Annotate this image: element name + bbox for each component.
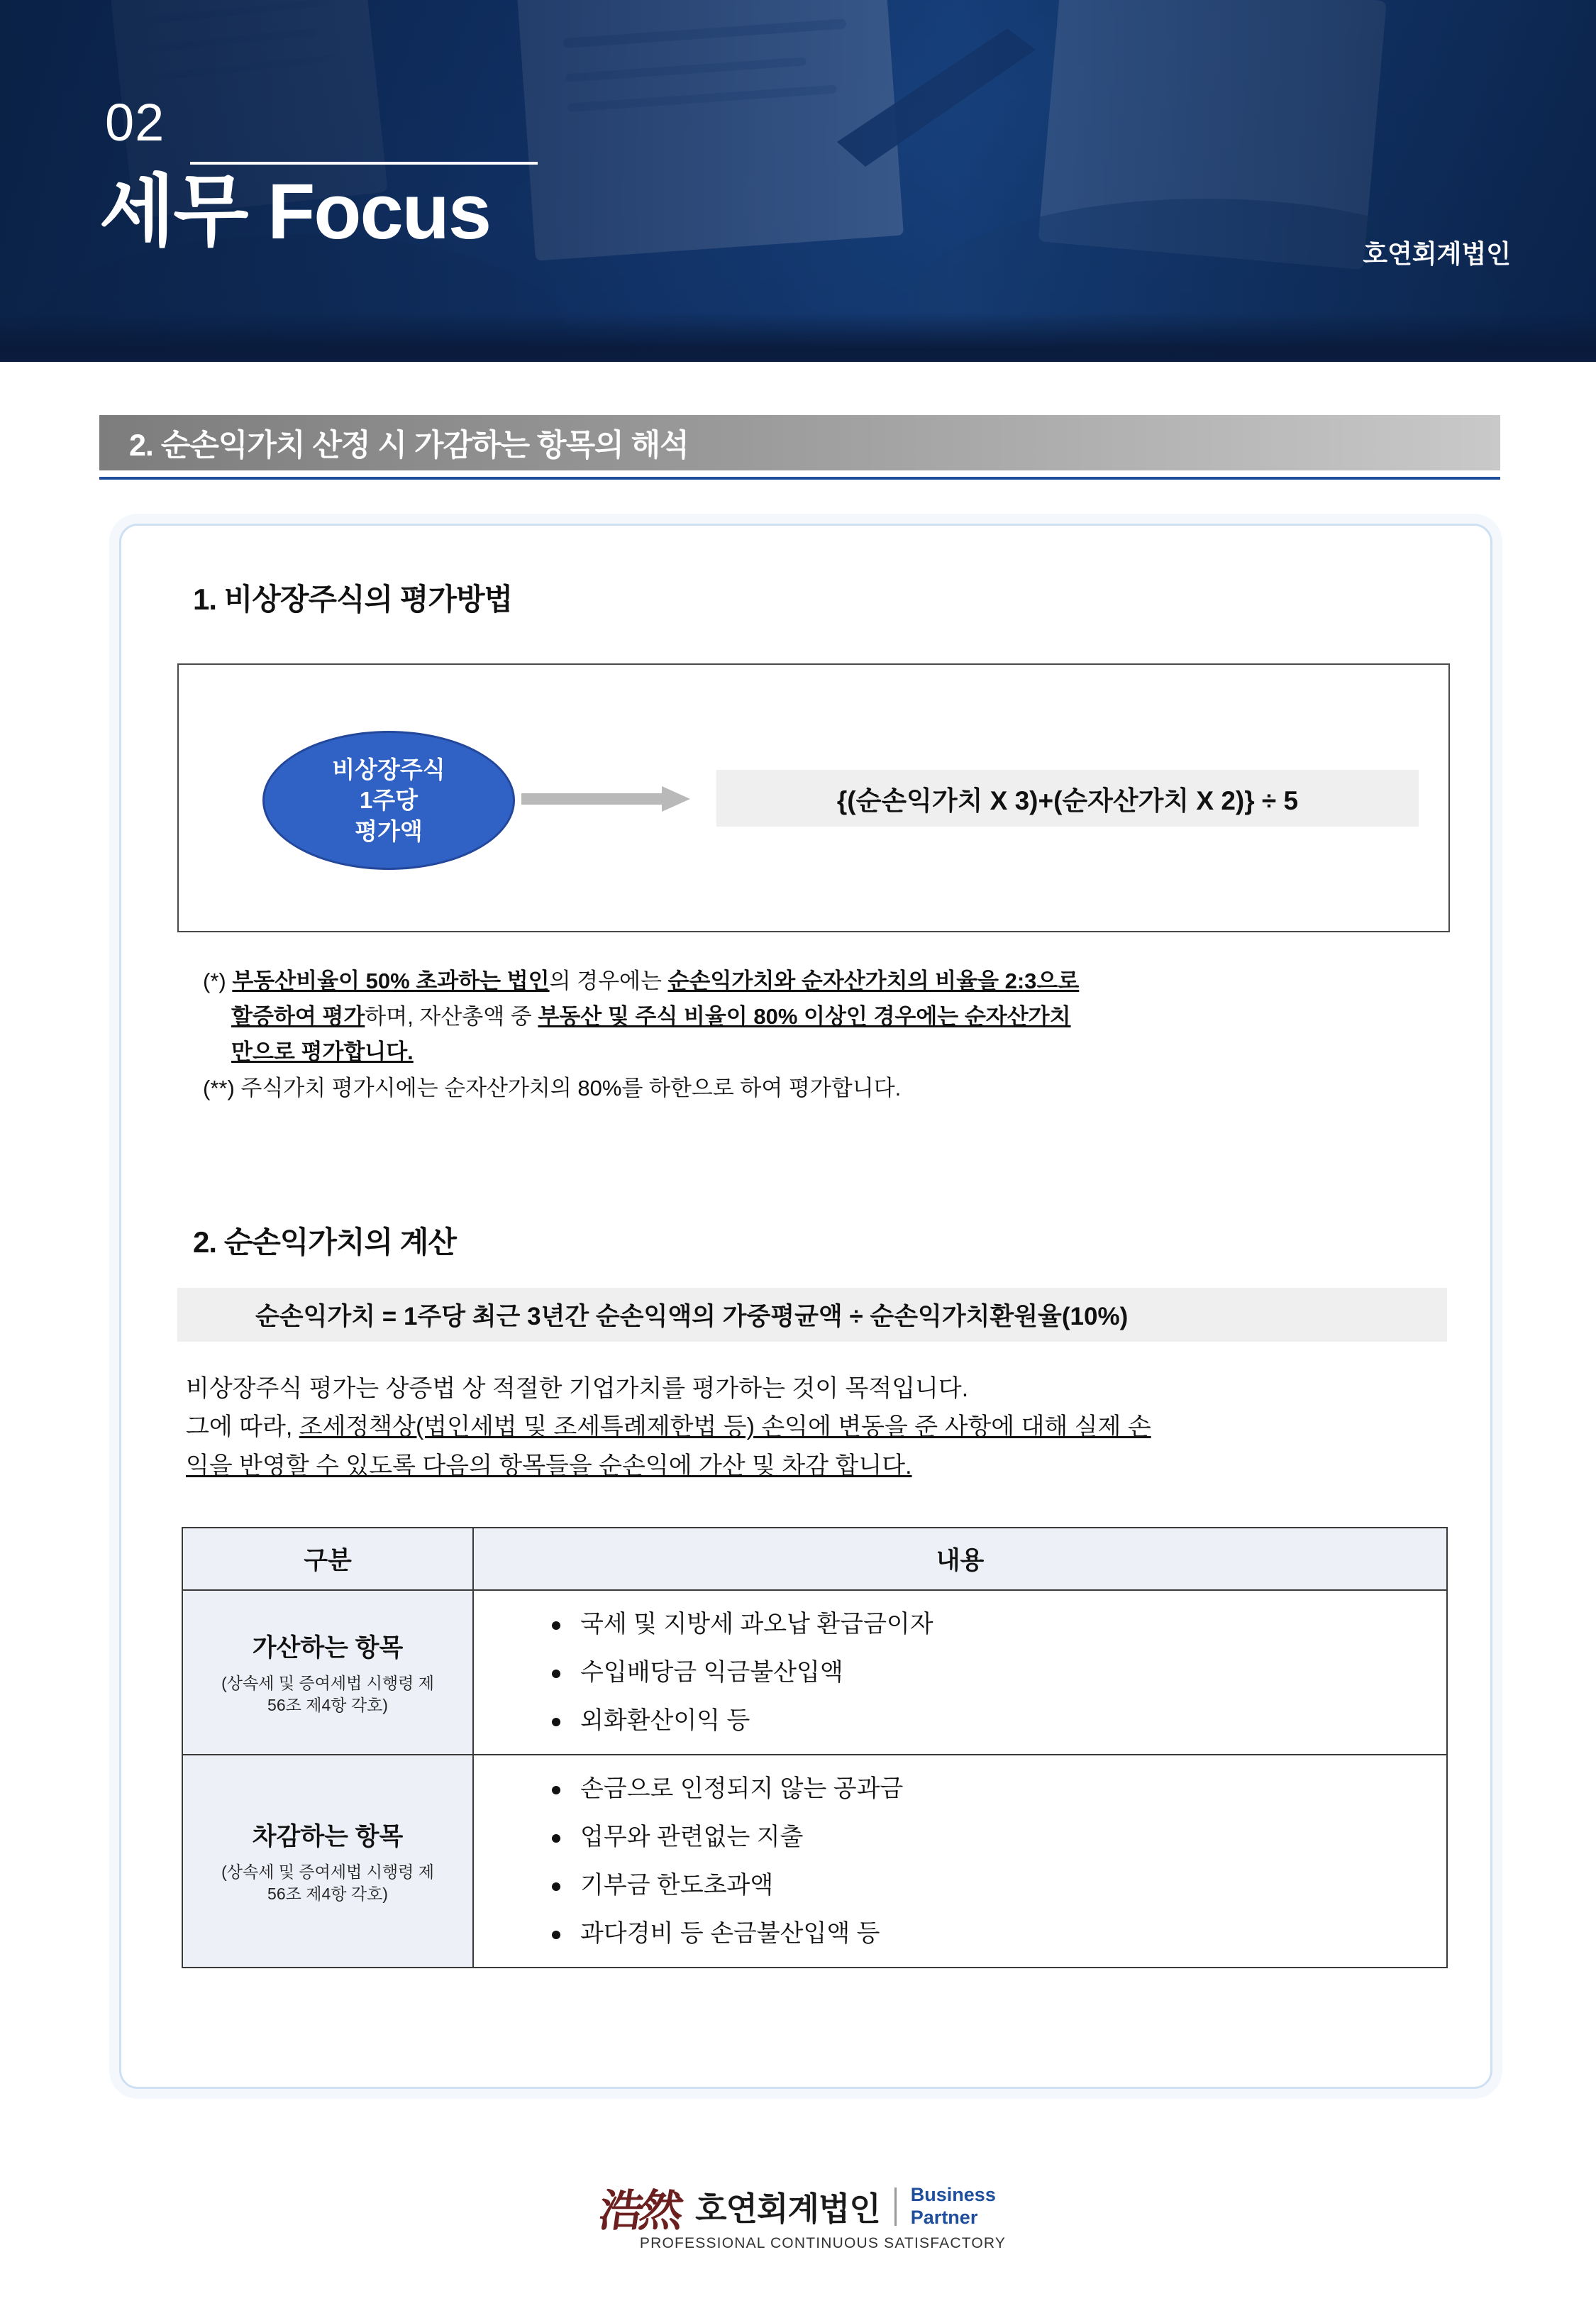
row-label-title: 가산하는 항목	[252, 1633, 404, 1662]
section-bar	[99, 415, 1500, 470]
page-title: 세무 Focus	[99, 168, 491, 255]
section-underline	[99, 477, 1500, 480]
table-header-category: 구분	[182, 1528, 473, 1590]
company-name: 호연회계법인	[1363, 239, 1511, 268]
row-label-subtitle-line1: (상속세 및 증여세법 시행령 제	[221, 1673, 434, 1692]
page-number: 02	[105, 93, 165, 152]
heading-valuation-method: 1. 비상장주식의 평가방법	[193, 583, 513, 616]
footer-logo	[596, 2175, 996, 2239]
paragraph-line-2-underlined: 조세정책상(법인세법 및 조세특례제한법 등) 손익에 변동을 준 사항에 대해 실제 손	[299, 1413, 1151, 1441]
table-row	[182, 1590, 1447, 1755]
footnote-2: (**) 주식가치 평가시에는 순자산가치의 80%를 하한으로 하여 평가합니다.	[203, 1075, 902, 1100]
footer-partner: Partner	[910, 2207, 978, 2228]
list-item: 기부금 한도초과액	[549, 1873, 1446, 1897]
list-item: 손금으로 인정되지 않는 공과금	[549, 1777, 1446, 1801]
row-label-subtitle	[190, 1861, 465, 1905]
page-header	[0, 0, 1596, 362]
list-item: 외화환산이익 등	[549, 1709, 1446, 1733]
ellipse-line-1: 비상장주식	[332, 756, 445, 783]
footnote-1-emph-1: 부동산비율이 50% 초과하는 법인	[232, 969, 550, 993]
list-item: 과다경비 등 손금불산입액 등	[549, 1921, 1446, 1946]
footnote-1-text-1: 의 경우에는	[549, 969, 668, 993]
footnote-1-line-3	[203, 1035, 1451, 1070]
ellipse-line-3: 평가액	[355, 817, 423, 844]
row-label-subtitle-line2: 56조 제4항 각호)	[267, 1885, 388, 1903]
footer-divider	[894, 2188, 897, 2226]
formula-expression: {(순손익가치 X 3)+(순자산가치 X 2)} ÷ 5	[716, 770, 1419, 827]
footer-business: Business	[910, 2184, 996, 2206]
header-rule	[190, 162, 538, 165]
adjustment-items-table	[182, 1527, 1448, 1968]
list-item: 수입배당금 익금불산입액	[549, 1660, 1446, 1684]
net-profit-formula-bar	[177, 1288, 1447, 1342]
paragraph-line-2	[186, 1408, 1456, 1446]
footer-company-name: 호연회계법인	[695, 2190, 880, 2227]
ellipse-line-2: 1주당	[359, 787, 419, 814]
row-label-subtitle	[190, 1672, 465, 1716]
footer-business-partner	[911, 2184, 996, 2229]
paragraph-line-3: 익을 반영할 수 있도록 다음의 항목들을 순손익에 가산 및 차감 합니다.	[186, 1452, 912, 1479]
footnote-1-line-2	[203, 999, 1451, 1035]
footnote-1-emph-3: 할증하여 평가	[231, 1004, 365, 1030]
row-items-subtract	[473, 1755, 1447, 1968]
footnote-1-emph-4: 부동산 및 주식 비율이 80% 이상인 경우에는 순자산가치	[538, 1004, 1071, 1030]
footnotes	[203, 964, 1451, 1106]
arrow-right-icon	[521, 786, 699, 810]
footnote-1-emph-2: 순손익가치와 순자산가치의 비율을 2:3으로	[667, 969, 1080, 993]
row-items-add	[473, 1590, 1447, 1755]
row-label-subtract-items	[182, 1755, 473, 1968]
table-row	[182, 1755, 1447, 1968]
footnote-1-text-2: 하며, 자산총액 중	[365, 1004, 538, 1030]
heading-net-profit-calc: 2. 순손익가치의 계산	[193, 1225, 456, 1259]
page-footer	[0, 2136, 1596, 2278]
row-label-subtitle-line1: (상속세 및 증여세법 시행령 제	[221, 1862, 434, 1881]
section-bar-title: 2. 순손익가치 산정 시 가감하는 항목의 해석	[129, 428, 689, 463]
row-label-subtitle-line2: 56조 제4항 각호)	[267, 1696, 388, 1714]
net-profit-formula-text: 순손익가치 = 1주당 최근 3년간 순손익액의 가중평균액 ÷ 순손익가치환원율(10%)	[255, 1303, 1129, 1330]
table-header-content: 내용	[473, 1528, 1447, 1590]
paragraph-line-2-a: 그에 따라,	[186, 1413, 299, 1441]
header-bottom-fade	[0, 312, 1596, 362]
list-item: 국세 및 지방세 과오납 환급금이자	[549, 1612, 1446, 1636]
list-item: 업무와 관련없는 지출	[549, 1825, 1446, 1849]
diagram-ellipse-unlisted-stock	[262, 731, 515, 870]
row-label-add-items	[182, 1590, 473, 1755]
paragraph-line-1: 비상장주식 평가는 상증법 상 적절한 기업가치를 평가하는 것이 목적입니다.	[186, 1375, 969, 1402]
explanatory-paragraph	[186, 1369, 1456, 1485]
row-label-title: 차감하는 항목	[252, 1822, 404, 1850]
footer-tagline: PROFESSIONAL CONTINUOUS SATISFACTORY	[639, 2235, 1007, 2251]
brand-seal-icon: 浩然	[596, 2184, 683, 2236]
table-header-row	[182, 1528, 1447, 1590]
footnote-marker-1: (*)	[203, 969, 233, 993]
footnote-1-line-1	[203, 964, 1451, 999]
footnote-1-emph-5: 만으로 평가합니다.	[231, 1039, 414, 1065]
